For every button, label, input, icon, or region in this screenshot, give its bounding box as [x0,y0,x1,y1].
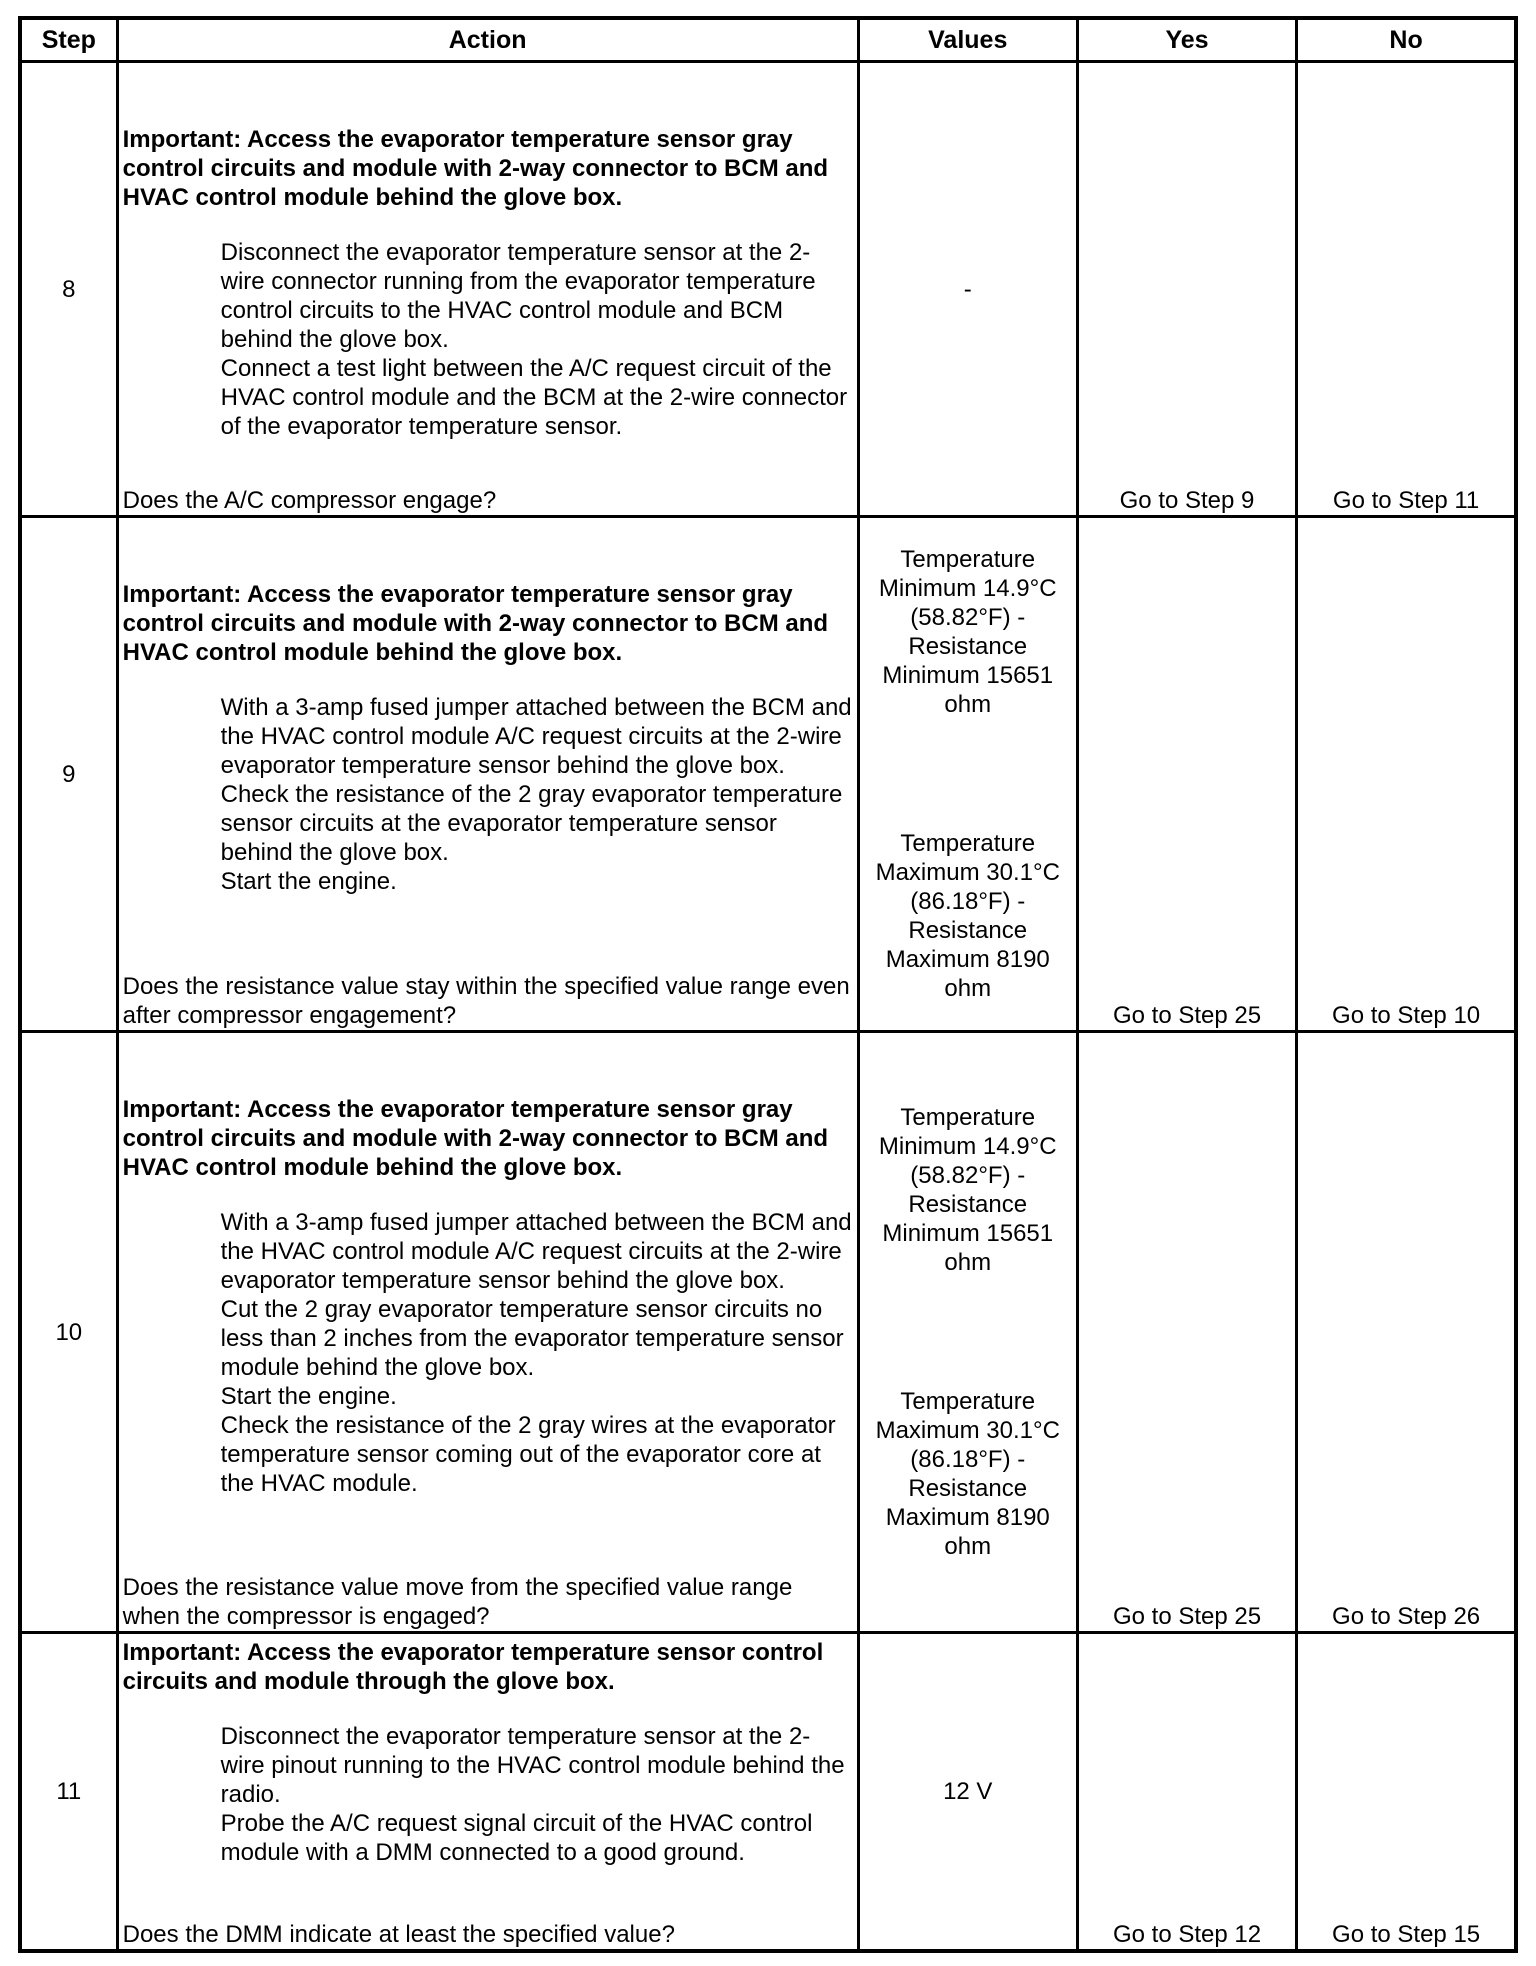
instruction-list [119,238,857,441]
action-cell [117,1032,858,1633]
yes-result: Go to Step 25 [1077,1032,1296,1633]
instruction-item: Disconnect the evaporator temperature sensor at the 2-wire pinout running to the HVAC control module behind the radio. [220,1723,845,1808]
instruction-item: Connect a test light between the A/C request circuit of the HVAC control module and the BCM at the 2-wire connector of the evaporator temperature sensor. [220,355,848,440]
instruction-item: Probe the A/C request signal circuit of the HVAC control module with a DMM connected to a good ground. [220,1810,813,1866]
table-row [20,517,1516,1032]
values-cell [858,1032,1077,1633]
instruction-list [119,693,857,896]
table-row [20,1633,1516,1951]
instruction-item: Start the engine. [220,868,397,895]
table-row [20,62,1516,517]
values-cell [858,517,1077,1032]
action-cell [117,62,858,517]
instruction-item: With a 3-amp fused jumper attached between the BCM and the HVAC control module A/C request circuits at the 2-wire evaporator temperature sensor behind the glove box. [220,1209,852,1294]
value-max: Temperature Maximum 30.1°C (86.18°F) - Resistance Maximum 8190 ohm [875,830,1060,1002]
important-note: Important: Access the evaporator temperature sensor gray control circuits and module with 2-way connector to BCM and HVAC control module behind the glove box. [122,1096,829,1181]
important-note: Important: Access the evaporator temperature sensor gray control circuits and module with 2-way connector to BCM and HVAC control module behind the glove box. [122,126,829,211]
question-text: Does the DMM indicate at least the specified value? [122,1920,675,1948]
yes-result: Go to Step 25 [1077,517,1296,1032]
values-cell [858,1633,1077,1951]
table-row [20,1032,1516,1633]
step-number: 8 [20,62,117,517]
value-text: 12 V [943,1777,993,1805]
value-min: Temperature Minimum 14.9°C (58.82°F) - Resistance Minimum 15651 ohm [878,546,1057,718]
instruction-item: Check the resistance of the 2 gray wires at the evaporator temperature sensor coming out of the evaporator core at the HVAC module. [220,1412,836,1497]
values-cell [858,62,1077,517]
instruction-item: With a 3-amp fused jumper attached between the BCM and the HVAC control module A/C request circuits at the 2-wire evaporator temperature sensor behind the glove box. [220,694,852,779]
instruction-list [119,1208,857,1498]
no-result: Go to Step 26 [1297,1032,1516,1633]
question-text: Does the resistance value stay within the specified value range even after compressor engagement? [122,973,850,1029]
action-cell [117,517,858,1032]
yes-result: Go to Step 12 [1077,1633,1296,1951]
action-cell [117,1633,858,1951]
no-result: Go to Step 10 [1297,517,1516,1032]
no-result: Go to Step 15 [1297,1633,1516,1951]
important-note: Important: Access the evaporator temperature sensor control circuits and module through the glove box. [122,1639,824,1695]
diagnostic-table [18,16,1518,1953]
header-action: Action [117,18,858,62]
yes-result: Go to Step 9 [1077,62,1296,517]
important-note: Important: Access the evaporator temperature sensor gray control circuits and module with 2-way connector to BCM and HVAC control module behind the glove box. [122,581,829,666]
no-result: Go to Step 11 [1297,62,1516,517]
header-step: Step [20,18,117,62]
header-row [20,18,1516,62]
step-number: 9 [20,517,117,1032]
instruction-item: Cut the 2 gray evaporator temperature sensor circuits no less than 2 inches from the evaporator temperature sensor module behind the glove box. [220,1296,844,1381]
question-text: Does the A/C compressor engage? [122,487,497,514]
step-number: 10 [20,1032,117,1633]
instruction-item: Check the resistance of the 2 gray evaporator temperature sensor circuits at the evaporator temperature sensor behind the glove box. [220,781,843,866]
value-max: Temperature Maximum 30.1°C (86.18°F) - Resistance Maximum 8190 ohm [875,1388,1060,1560]
instruction-item: Start the engine. [220,1383,397,1410]
value-text: - [963,275,972,303]
value-min: Temperature Minimum 14.9°C (58.82°F) - Resistance Minimum 15651 ohm [878,1104,1057,1276]
step-number: 11 [20,1633,117,1951]
instruction-item: Disconnect the evaporator temperature sensor at the 2-wire connector running from the evaporator temperature control circuits to the HVAC control module and BCM behind the glove box. [220,239,816,353]
header-no: No [1297,18,1516,62]
instruction-list [119,1722,857,1867]
question-text: Does the resistance value move from the specified value range when the compressor is engaged? [122,1574,793,1630]
header-yes: Yes [1077,18,1296,62]
header-values: Values [858,18,1077,62]
